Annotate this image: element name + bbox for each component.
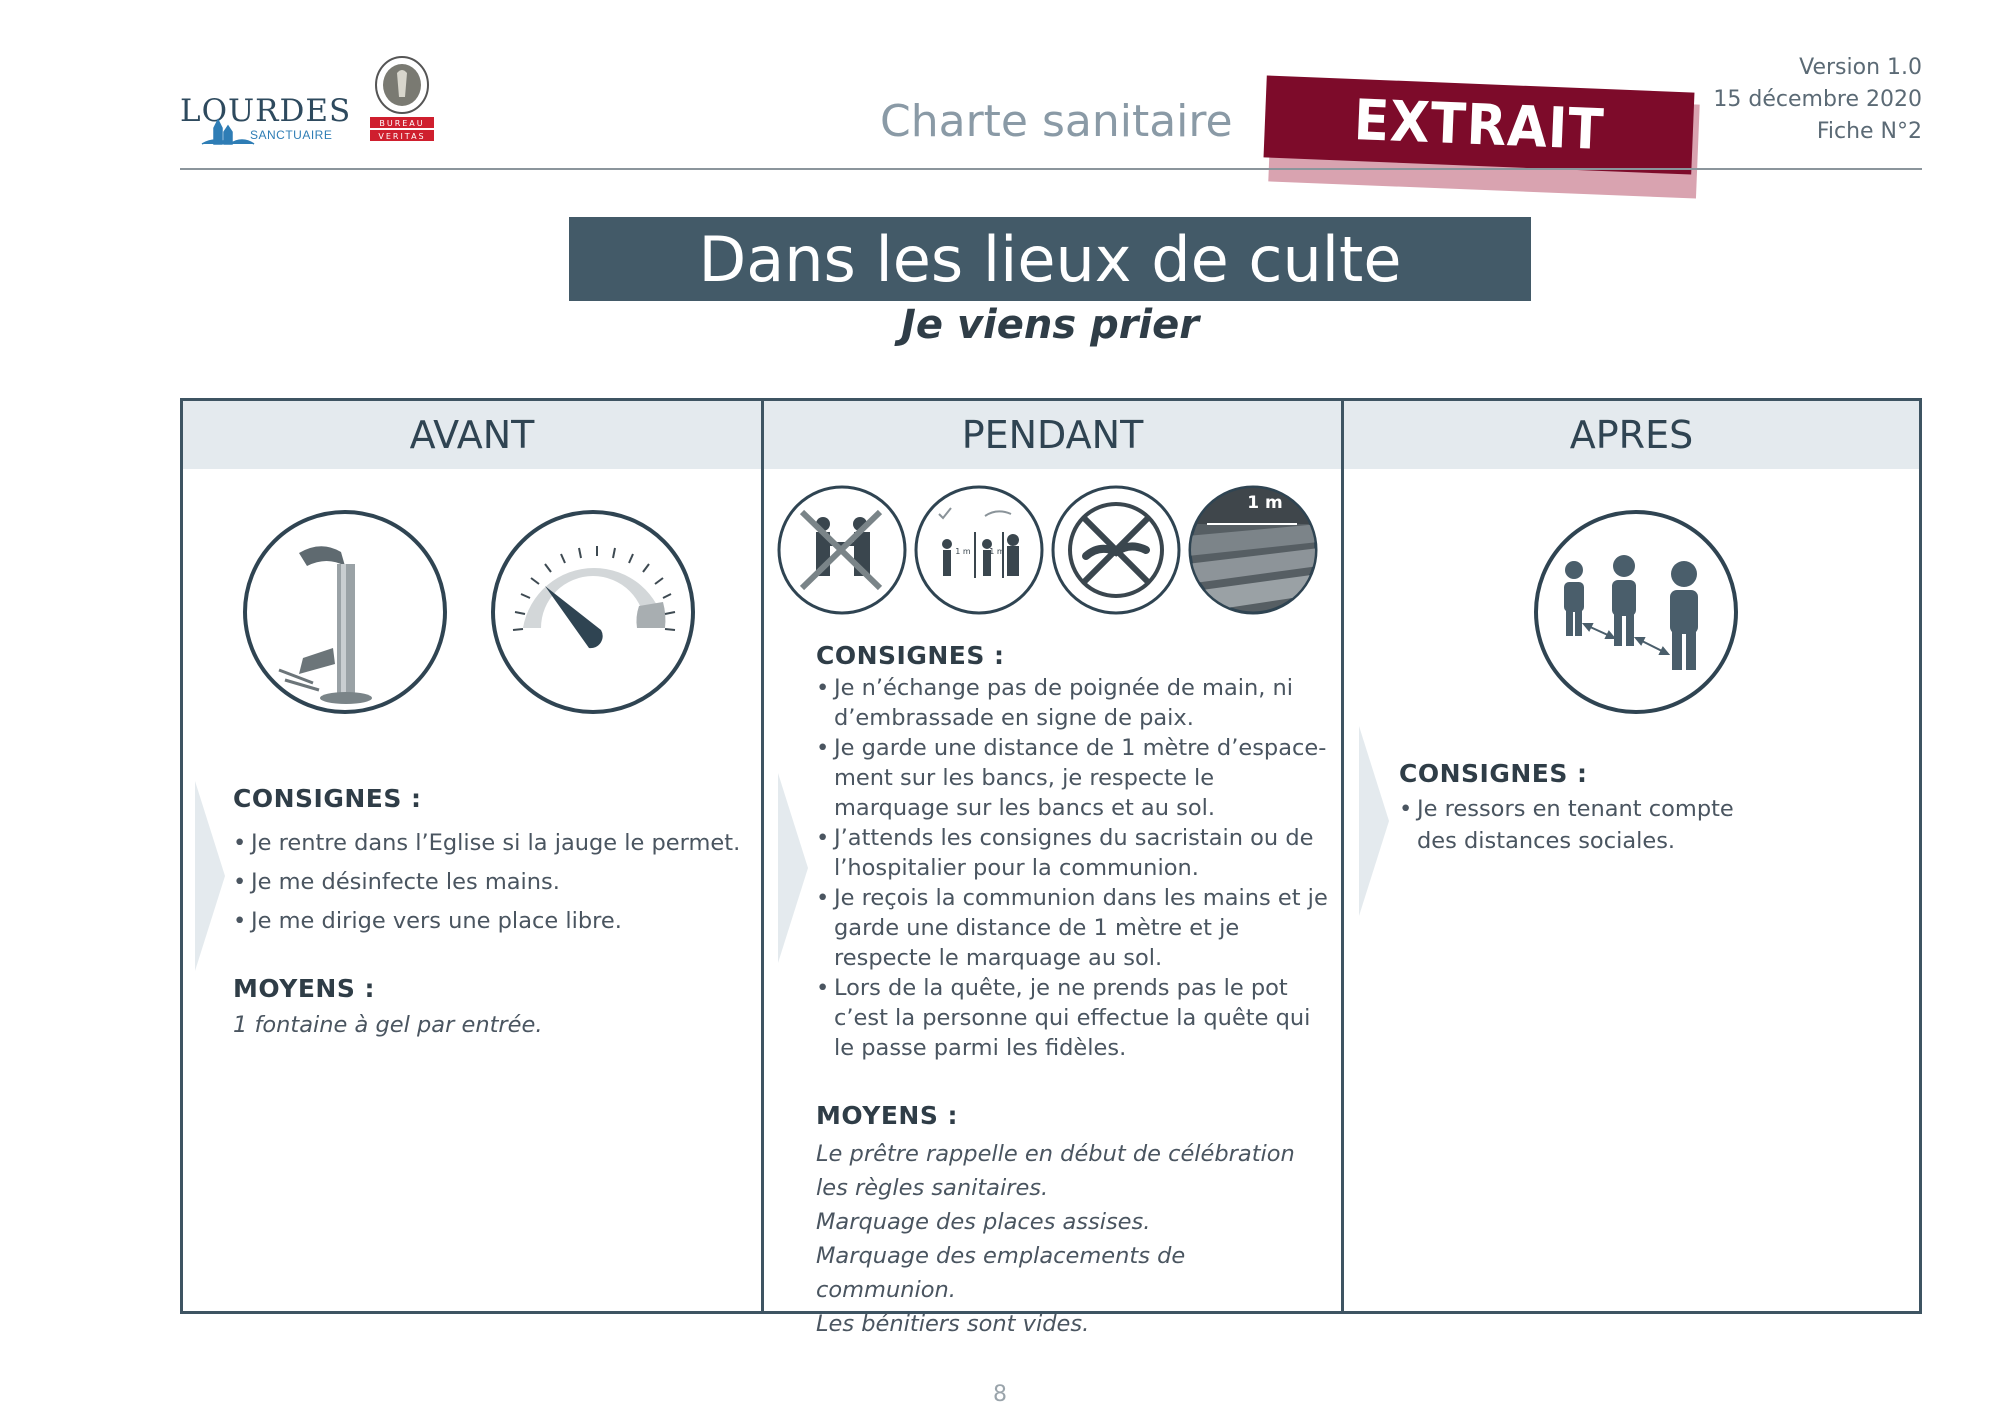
list-item: Marquage des emplacements de communion. (816, 1243, 1186, 1303)
header-divider (180, 168, 1922, 170)
list-item: • J’attends les consignes du sacristain ou de l’hospitalier pour la communion. (816, 823, 1331, 883)
basilica-icon (194, 114, 258, 146)
column-pendant (761, 401, 1341, 1337)
heading-avant: AVANT (409, 413, 535, 457)
pendant-chevron (778, 773, 808, 963)
list-item: • Je me désinfecte les mains. (233, 863, 743, 902)
date-label: 15 décembre 2020 (1713, 87, 1922, 112)
bench-distance-icon (1187, 484, 1319, 616)
column-apres (1341, 401, 1919, 1311)
logo-subtitle: SANCTUAIRE (250, 128, 333, 142)
page-subtitle: Je viens prier (901, 302, 1199, 348)
list-item: Marquage des places assises. (816, 1209, 1151, 1235)
pendant-moyens-label: MOYENS : (816, 1101, 959, 1130)
lourdes-sanctuaire-logo (180, 93, 352, 146)
pendant-moyens-list (816, 1137, 1331, 1341)
page-number: 8 (993, 1382, 1007, 1407)
list-item: Le prêtre rappelle en début de célébration les règles sanitaires. (816, 1141, 1295, 1201)
svg-text:VERITAS: VERITAS (378, 132, 426, 141)
distance-right-label: 1 m (989, 547, 1005, 556)
logo-name: LOURDES (180, 93, 352, 129)
social-distance-icon (1532, 508, 1740, 716)
pendant-consignes-label: CONSIGNES : (816, 641, 1005, 670)
no-contact-hands-icon (1050, 484, 1182, 616)
apres-chevron (1359, 726, 1389, 916)
pendant-consignes-list (816, 673, 1331, 1063)
bench-distance-label: 1 m (1247, 493, 1283, 513)
apres-consignes-list (1399, 793, 1739, 857)
extrait-label: EXTRAIT (1352, 87, 1606, 163)
extrait-stamp (1264, 75, 1695, 174)
list-item: • Je garde une distance de 1 mètre d’espace-ment sur les bancs, je respecte le marquage sur les bancs et au sol. (816, 733, 1331, 823)
svg-text:BUREAU: BUREAU (379, 119, 425, 128)
gel-dispenser-icon (241, 508, 449, 716)
column-header-pendant (764, 401, 1341, 469)
avant-moyens-text: 1 fontaine à gel par entrée. (233, 1012, 543, 1038)
fiche-label: Fiche N°2 (1816, 119, 1922, 144)
avant-consignes-list (233, 824, 743, 941)
page-title: Dans les lieux de culte (698, 222, 1402, 296)
communion-distance-icon (913, 484, 1045, 616)
list-item: • Je me dirige vers une place libre. (233, 902, 743, 941)
list-item: • Je reçois la communion dans les mains et je garde une distance de 1 mètre et je respecte le marquage au sol. (816, 883, 1331, 973)
page-title-band (569, 217, 1531, 301)
distance-left-label: 1 m (955, 547, 971, 556)
list-item: • Je rentre dans l’Eglise si la jauge le permet. (233, 824, 743, 863)
heading-apres: APRES (1569, 413, 1694, 457)
apres-consignes-label: CONSIGNES : (1399, 759, 1588, 788)
version-block (1713, 52, 1922, 148)
gauge-icon (489, 508, 697, 716)
list-item: • Lors de la quête, je ne prends pas le pot c’est la personne qui effectue la quête qui le passe parmi les fidèles. (816, 973, 1331, 1063)
column-header-apres (1344, 401, 1919, 469)
list-item: • Je ressors en tenant compte des distances sociales. (1399, 793, 1739, 857)
phases-table (180, 398, 1922, 1337)
avant-chevron (195, 781, 225, 971)
charte-title: Charte sanitaire (880, 96, 1233, 147)
avant-consignes-label: CONSIGNES : (233, 784, 422, 813)
avant-moyens-label: MOYENS : (233, 974, 376, 1003)
heading-pendant: PENDANT (961, 413, 1144, 457)
version-label: Version 1.0 (1799, 55, 1922, 80)
list-item: Les bénitiers sont vides. (816, 1311, 1090, 1337)
column-header-avant (183, 401, 761, 469)
list-item: • Je n’échange pas de poignée de main, ni d’embrassade en signe de paix. (816, 673, 1331, 733)
bureau-veritas-logo (367, 55, 437, 143)
no-handshake-icon (776, 484, 908, 616)
column-avant (183, 401, 761, 1311)
